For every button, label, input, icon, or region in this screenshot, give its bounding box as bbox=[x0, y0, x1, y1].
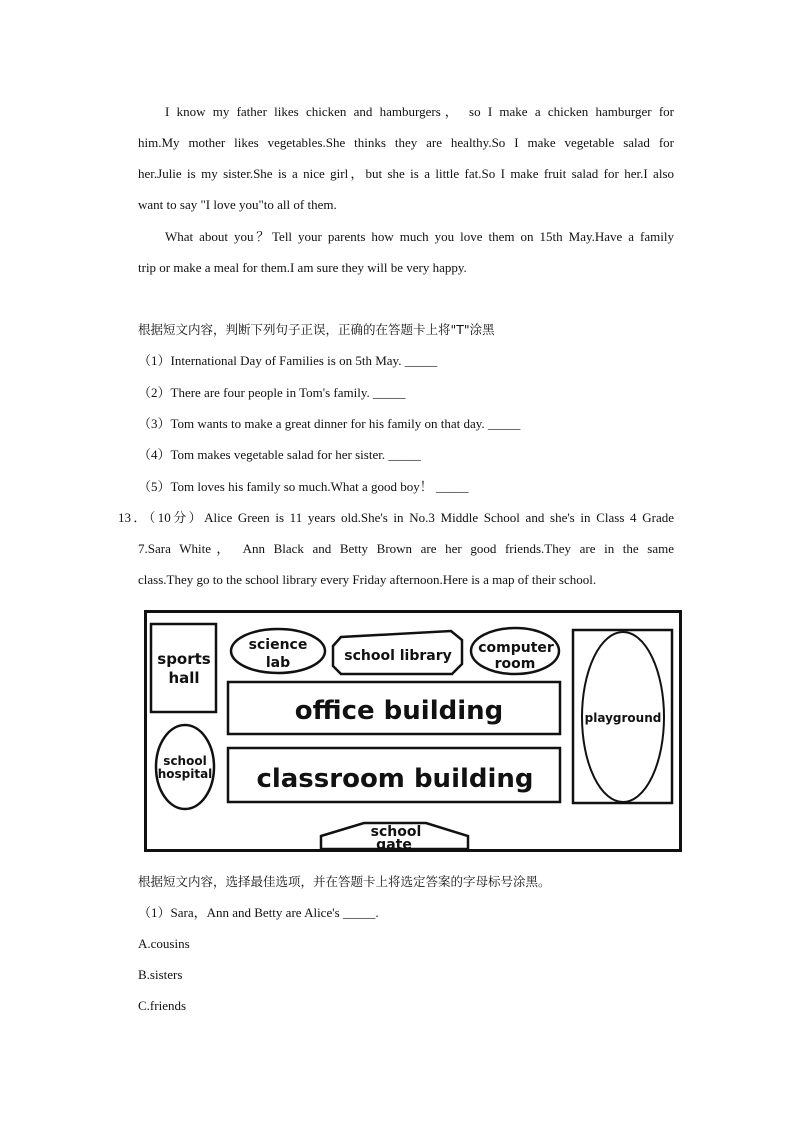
svg-text:school: school bbox=[163, 754, 207, 768]
svg-text:gate: gate bbox=[376, 837, 412, 852]
mc-option: C.friends bbox=[138, 998, 187, 1013]
svg-text:sports: sports bbox=[157, 650, 211, 668]
passage-line: want to say "I love you"to all of them. bbox=[138, 197, 337, 212]
svg-text:playground: playground bbox=[584, 711, 662, 725]
computer-room bbox=[471, 628, 559, 674]
school-hospital bbox=[156, 725, 214, 809]
svg-text:hall: hall bbox=[168, 669, 200, 687]
svg-text:science: science bbox=[248, 637, 308, 653]
svg-text:office building: office building bbox=[294, 696, 504, 726]
tf-item: （5）Tom loves his family so much.What a good boy！ _____ bbox=[138, 479, 469, 494]
tf-instruction: 根据短文内容，判断下列句子正误，正确的在答题卡上将"T"涂黑 bbox=[138, 322, 495, 337]
passage-line: What about you？Tell your parents how much you love them on 15th May.Have a family bbox=[165, 229, 674, 244]
science-lab bbox=[231, 629, 325, 673]
office-building bbox=[228, 682, 560, 734]
q13-line: 7.Sara White， Ann Black and Betty Brown are her good friends.They are in the same bbox=[138, 541, 674, 556]
svg-text:school: school bbox=[370, 824, 422, 840]
tf-item: （2）There are four people in Tom's family. _____ bbox=[138, 385, 406, 400]
sports-hall bbox=[151, 624, 216, 712]
svg-text:hospital: hospital bbox=[157, 767, 213, 781]
svg-text:computer: computer bbox=[478, 640, 554, 656]
mc-instruction: 根据短文内容，选择最佳选项，并在答题卡上将选定答案的字母标号涂黑。 bbox=[138, 874, 551, 889]
passage-line: him.My mother likes vegetables.She thinks they are healthy.So I make vegetable salad for bbox=[138, 135, 674, 150]
mc-option: A.cousins bbox=[138, 936, 190, 951]
mc-option: B.sisters bbox=[138, 967, 183, 982]
passage-line: I know my father likes chicken and hamburgers， so I make a chicken hamburger for bbox=[165, 104, 674, 119]
passage-line: trip or make a meal for them.I am sure they will be very happy. bbox=[138, 260, 467, 275]
mc-question: （1）Sara，Ann and Betty are Alice's _____. bbox=[138, 905, 379, 920]
tf-item: （1）International Day of Families is on 5th May. _____ bbox=[138, 353, 438, 368]
classroom-building bbox=[228, 748, 560, 802]
school-map bbox=[144, 610, 682, 852]
q13-line: 13．（10分）Alice Green is 11 years old.She's in No.3 Middle School and she's in Class 4 Grade bbox=[118, 510, 674, 525]
school-library bbox=[333, 631, 462, 674]
playground bbox=[573, 630, 672, 803]
passage-line: her.Julie is my sister.She is a nice girl，but she is a little fat.So I make fruit salad for her.I also bbox=[138, 166, 674, 181]
svg-text:school library: school library bbox=[344, 648, 452, 664]
q13-line: class.They go to the school library every Friday afternoon.Here is a map of their school. bbox=[138, 572, 597, 587]
tf-item: （3）Tom wants to make a great dinner for his family on that day. _____ bbox=[138, 416, 521, 431]
svg-text:classroom building: classroom building bbox=[256, 764, 534, 794]
tf-item: （4）Tom makes vegetable salad for her sister. _____ bbox=[138, 447, 421, 462]
svg-text:lab: lab bbox=[265, 655, 291, 671]
svg-text:room: room bbox=[494, 656, 536, 672]
